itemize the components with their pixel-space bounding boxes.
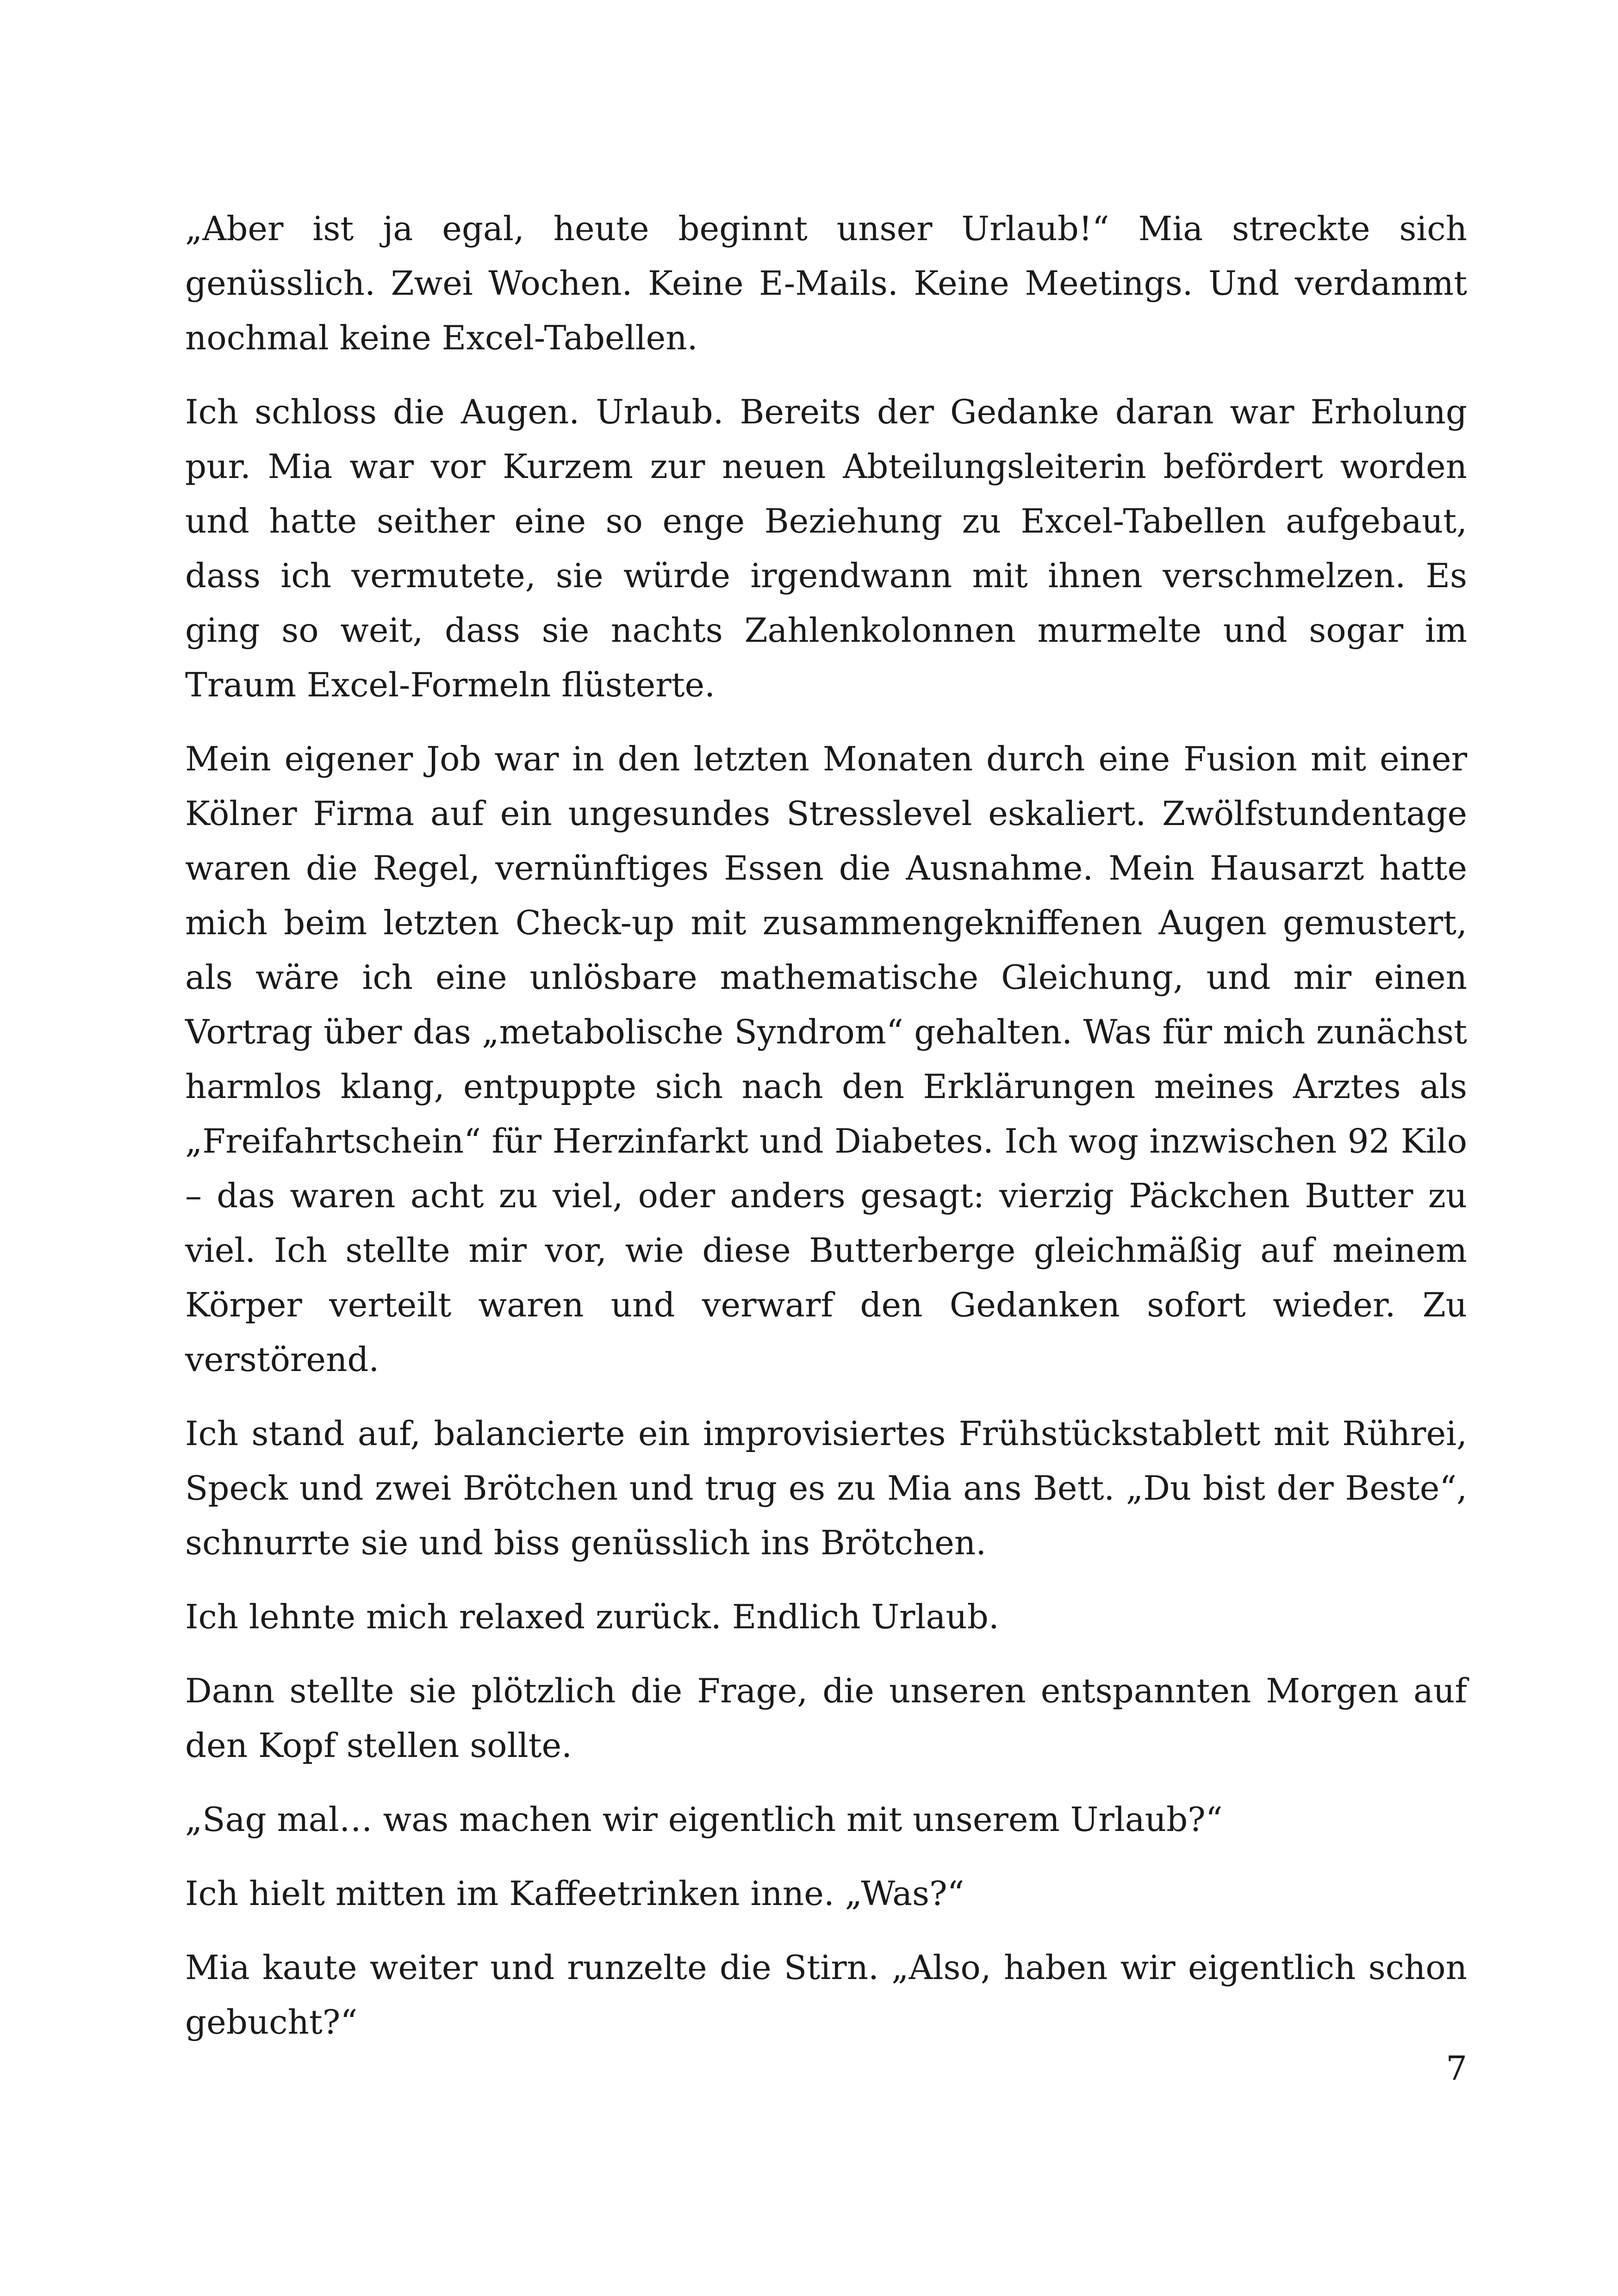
paragraph-6: Dann stellte sie plötzlich die Frage, die unseren entspannten Morgen auf den Kopf stellen sollte. xyxy=(185,1671,1467,1765)
paragraph-8: Ich hielt mitten im Kaffeetrinken inne. „Was?“ xyxy=(185,1874,965,1913)
paragraph-3: Mein eigener Job war in den letzten Monaten durch eine Fusion mit einer Kölner Firma auf ein ungesundes Stresslevel eskaliert. Zwölfstundentage waren die Regel, vernünftiges Essen die Ausnahme. Mein Hausarzt hatte mich beim letzten Check-up mit zusammengekniffenen Augen gemustert, als wäre ich eine unlösbare mathematische Gleichung, und mir einen Vortrag über das „metabolische Syndrom“ gehalten. Was für mich zunächst harmlos klang, entpuppte sich nach den Erklärungen meines Arztes als „Freifahrtschein“ für Herzinfarkt und Diabetes. Ich wog inzwischen 92 Kilo – das waren acht zu viel, oder anders gesagt: vierzig Päckchen Butter zu viel. Ich stellte mir vor, wie diese Butterberge gleichmäßig auf meinem Körper verteilt waren und verwarf den Gedanken sofort wieder. Zu verstörend. xyxy=(185,739,1467,1379)
paragraph-1: „Aber ist ja egal, heute beginnt unser Urlaub!“ Mia streckte sich genüsslich. Zwei Wochen. Keine E-Mails. Keine Meetings. Und verdammt nochmal keine Excel-Tabellen. xyxy=(185,209,1467,357)
page-number: 7 xyxy=(1446,2049,1467,2088)
paragraph-4: Ich stand auf, balancierte ein improvisiertes Frühstückstablett mit Rührei, Speck und zwei Brötchen und trug es zu Mia ans Bett. „Du bist der Beste“, schnurrte sie und biss genüsslich ins Brötchen. xyxy=(185,1414,1467,1562)
paragraph-9: Mia kaute weiter und runzelte die Stirn. „Also, haben wir eigentlich schon gebucht?“ xyxy=(185,1948,1467,2042)
paragraph-5: Ich lehnte mich relaxed zurück. Endlich Urlaub. xyxy=(185,1597,999,1636)
paragraph-2: Ich schloss die Augen. Urlaub. Bereits der Gedanke daran war Erholung pur. Mia war vor Kurzem zur neuen Abteilungsleiterin befördert worden und hatte seither eine so enge Beziehung zu Excel-Tabellen aufgebaut, dass ich vermutete, sie würde irgendwann mit ihnen verschmelzen. Es ging so weit, dass sie nachts Zahlenkolonnen murmelte und sogar im Traum Excel-Formeln flüsterte. xyxy=(185,392,1467,704)
page-body-text xyxy=(185,201,1467,2069)
paragraph-7: „Sag mal… was machen wir eigentlich mit unserem Urlaub?“ xyxy=(185,1800,1223,1839)
